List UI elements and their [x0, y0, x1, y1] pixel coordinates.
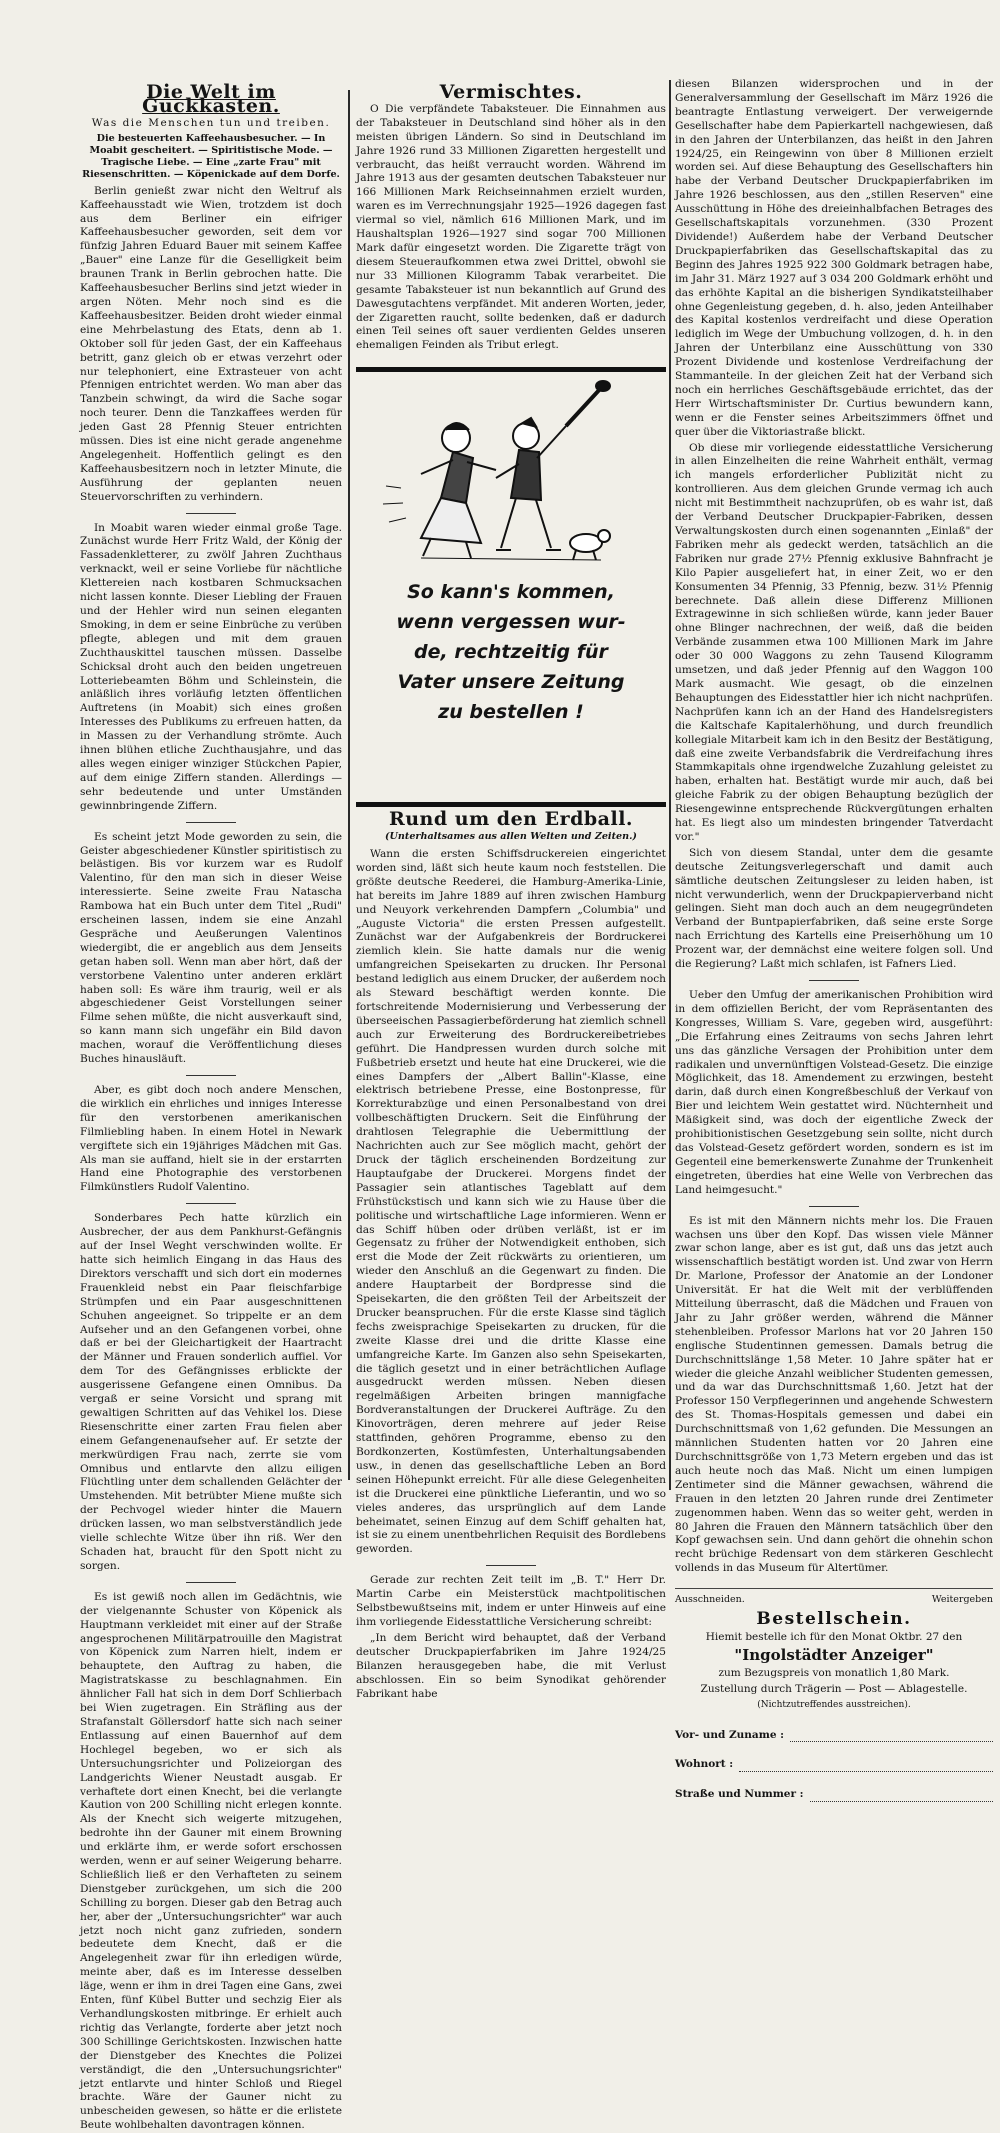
paragraph: Es ist gewiß noch allen im Gedächtnis, wie der vielgenannte Schuster von Köpenick als Hauptmann verkleidet mit einer auf der Straße angesprochenen Militärpatrouille den Magistrat von Köpenick zum Narren hielt, indem er behauptete, den Auftrag zu haben, die Magistratskasse zu beschlagnahmen. Ein ähnlicher Fall hat sich in dem Dorf Schlierbach bei Wien zugetragen. Ein Sträfling aus der Strafanstalt Göllersdorf hatte sich nach seiner Entlassung auf einen Bauernhof auf dem Hochlegel begeben, wo er sich als Untersuchungsrichter und Polizeiorgan des Landgerichts Wiener Neustadt ausgab. Er verhaftete dort einen Knecht, bei die verlangte Kaution von 200 Schilling nicht erlegen konnte. Als der Knecht sich weigerte mitzugehen, bedrohte ihn der Gauner mit einem Browning und erklärte ihm, er werde sofort erschossen werden, wenn er auf seiner Weigerung beharre. Schließlich ließ er den Verhafteten zu seinem Dienstgeber zurückgehen, um sich die 200 Schilling zu borgen. Dieser gab den Betrag auch her, aber der „Untersuchungsrichter" war auch jetzt noch nicht ganz zufrieden, sondern bedeutete dem Knecht, daß er die Angelegenheit zwar für ihn erledigen würde, meinte aber, daß es im Interesse desselben läge, wenn er ihm in drei Tagen eine Gans, zwei Enten, fünf Kübel Butter und sechzig Eier als Verhandlungskosten mitbringe. Er erhielt auch richtig das Verlangte, forderte aber jetzt noch 300 Schillinge Gerichtskosten. Inzwischen hatte der Dienstgeber des Knechtes die Polizei verständigt, die den „Untersuchungsrichter" jetzt entlarvte und hinter Schloß und Riegel brachte. Wäre der Gauner nicht zu unbescheiden gewesen, so hätte er die erlistete Beute wohlbehalten davontragen können. — [80, 1590, 342, 2132]
name-field[interactable] — [675, 1729, 993, 1743]
order-form-header — [675, 1593, 993, 1607]
paragraph: O Die verpfändete Tabaksteuer. Die Einnahmen aus der Tabaksteuer in Deutschland sind höher als in den meisten übrigen Ländern. So sind in Deutschland im Jahre 1926 rund 33 Millionen Zigaretten hergestellt und verbraucht, das heißt verraucht worden. Während im Jahre 1913 aus der gesamten deutschen Tabaksteuer nur 166 Millionen Mark Reichseinnahmen erzielt wurden, waren es im Verrechnungsjahr 1925—1926 dagegen fast viermal so viel, nämlich 616 Millionen Mark, und im Haushaltsplan 1926—1927 sind sogar 700 Millionen Mark dafür eingesetzt worden. Die Zigarette trägt von diesem Steueraufkommen etwa zwei Drittel, obwohl sie nur 33 Millionen Kilogramm Tabak verarbeitet. Die gesamte Tabaksteuer ist nun bekanntlich auf Grund des Dawesgutachtens verpfändet. Mit anderen Worten, jeder, der Zigaretten raucht, sollte bedenken, daß er dadurch einen Teil seines oft sauer verdienten Geldes unseren ehemaligen Feinden als Tribut erlegt. — [356, 102, 666, 352]
paragraph: Aber, es gibt doch noch andere Menschen, die wirklich ein ehrliches und inniges Interesse für den verstorbenen amerikanischen Filmliebling haben. In einem Hotel in Newark vergiftete sich ein 19jähriges Mädchen mit Gas. Als man sie auffand, hielt sie in der erstarrten Hand eine Photographie des verstorbenen Filmkünstlers Rudolf Valentino. — [80, 1084, 342, 1194]
cartoon-frame-bottom — [356, 802, 666, 807]
column-left — [80, 80, 342, 2132]
article-summary: Die besteuerten Kaffeehausbesucher. — In Moabit gescheitert. — Spiritistische Mode. — Tragische Liebe. — Eine „zarte Frau" mit Riesenschritten. — Köpenickade auf dem Dorfe. — [82, 132, 340, 180]
paragraph: Berlin genießt zwar nicht den Weltruf als Kaffeehausstadt wie Wien, trotzdem ist doch aus dem Berliner ein eifriger Kaffeehausbesucher geworden, seit dem vor fünfzig Jahren Eduard Bauer mit seinem Kaffee „Bauer" eine Lanze für die Geselligkeit beim braunen Trank in Berlin gebrochen hatte. Die Kaffeehausbesucher Berlins sind jetzt wieder in argen Nöten. Mehr noch sind es die Kaffeehausbesitzer. Beiden droht wieder einmal eine Mehrbelastung des Etats, denn ab 1. Oktober soll für jeden Gast, der ein Kaffeehaus betritt, ganz gleich ob er etwas verzehrt oder nur telephoniert, eine Extrasteuer von acht Pfennigen entrichtet werden. Wo man aber das Tanzbein schwingt, da wird die Sache sogar noch teurer. Denn die Tanzkaffees werden für jeden Gast 28 Pfennig Steuer entrichten müssen. Dies ist eine nicht gerade angenehme Angelegenheit. Hoffentlich gelingt es den Kaffeehausbesitzern noch in letzter Minute, die Ausführung der geplanten neuen Steuervorschriften zu verhindern. — [80, 184, 342, 503]
paragraph: Ob diese mir vorliegende eidesstattliche Versicherung in allen Einzelheiten die reine Wahrheit enthält, vermag ich mangels erforderlicher Publizität nicht zu kontrollieren. Aus dem gleichen Grunde vermag ich auch nicht mit Bestimmtheit nachzuprüfen, ob es wahr ist, daß der Verband Deutscher Druckpapier-Fabriken, dessen Verwaltungskosten durch einen sogenannten „Einlaß" der Fabriken mehr als gedeckt werden, tatsächlich an die Fabriken nur grade 27½ Pfennig exklusive Bahnfracht je Kilo Papier ausgeliefert hat, in einer Zeit, wo er den Konsumenten 34 Pfennig, 33 Pfennig, bezw. 31½ Pfennig berechnete. Daß allein diese Differenz Millionen Extragewinne in sich schließen würde, kann jeder Bauer ohne Blinger nachrechnen, der weiß, daß die beiden Verbände zusammen etwa 100 Millionen Mark im Jahre oder 30 000 Waggons zu zehn Tausend Kilogramm umsetzen, und daß jeder Pfennig auf den Waggon 100 Mark ausmacht. Wie gesagt, ob die einzelnen Behauptungen des Eidesstattler hier ich nicht nachprüfen. Nachprüfen kann ich an der Hand des Handelsregisters die Kaltschafe Kapitalerhöhung, und durch freundlich kollegiale Mitarbeit kam ich in den Besitz der Bestätigung, daß eine zweite Verbandsfabrik die Verdreifachung ihres Stammkapitals ohne irgendwelche Zuzahlung geleistet zu haben, erhalten hat. Bestätigt wurde mir auch, daß bei gleiche Fabrik zu der obigen Behauptung bezüglich der Riesengewinne entsprechende Rückvergütungen erhalten hat. Es liegt also um mindesten bringender Tatverdacht vor." — [675, 441, 993, 843]
order-form-title: Bestellschein. — [756, 1609, 912, 1630]
column-divider — [348, 90, 350, 1480]
caption-line: zu bestellen ! — [438, 701, 584, 724]
caption-line: Vater unsere Zeitung — [397, 671, 625, 694]
article-title: Die Welt im Guckkasten. — [142, 81, 280, 117]
street-field[interactable] — [675, 1788, 993, 1802]
cut-out-label: Ausschneiden. — [675, 1594, 745, 1606]
article-title: Rund um den Erdball. — [388, 808, 634, 831]
residence-field[interactable] — [675, 1758, 993, 1772]
paragraph: Sonderbares Pech hatte kürzlich ein Ausbrecher, der aus dem Pankhurst-Gefängnis auf der Insel Weght verschwinden wollte. Er hatte sich heimlich Eingang in das Haus des Direktors verschafft und sich dort ein modernes Frauenkleid nebst ein Paar fleischfarbige Strümpfen und ein Paar ausgeschnittenen Schuhen angeeignet. So trippelte er an dem Aufseher und an den Gefangenen vorbei, ohne daß er bei der Gleichartigkeit der Haartracht der Männer und Frauen sonderlich auffiel. Vor dem Tor des Gefängnisses erblickte der ausgerissene Gefangene einen Omnibus. Da vergaß er seine Vorsicht und sprang mit gewaltigen Schritten auf das Vehikel los. Diese Riesenschritte einer zarten Frau fielen aber einem Gefangenenaufseher auf. Er setzte der merkwürdigen Frau nach, zerrte sie vom Omnibus und entlarvte den allzu eiligen Flüchtling unter dem schallenden Gelächter der Umstehenden. Mit betrübter Miene mußte sich der Pechvogel wieder hinter die Mauern drücken lassen, wo man selbstverständlich jede vielle schlechte Witze über ihn riß. Wer den Schaden hat, braucht für den Spott nicht zu sorgen. — [80, 1212, 342, 1572]
paragraph: Wann die ersten Schiffsdruckereien eingerichtet worden sind, läßt sich heute kaum noch feststellen. Die größte deutsche Reederei, die Hamburg-Amerika-Linie, hat bereits im Jahre 1889 auf ihren zwischen Hamburg und Neuyork verkehrenden Dampfern „Columbia" und „Auguste Victoria" die ersten Pressen aufgestellt. Zunächst war der Aufgabenkreis der Bordruckerei ziemlich klein. Sie hatte damals nur die wenig umfangreichen Speisekarten zu drucken. Ihr Personal bestand lediglich aus einem Drucker, der außerdem noch als Steward beschäftigt werden konnte. Die fortschreitende Modernisierung und Verbesserung der überseeischen Passagierbeförderung hat ziemlich schnell auch zur Erweiterung des Bordruckereibetriebes geführt. Die Handpressen wurden durch solche mit Fußbetrieb ersetzt und heute hat eine Druckerei, wie die eines Dampfers der „Albert Ballin"-Klasse, eine elektrisch betriebene Presse, eine Bostonpresse, für Korrekturabzüge und einen Personalbestand von drei vollbeschäftigten Druckern. Seit die Einführung der drahtlosen Telegraphie die Uebermittlung der Nachrichten auch zur See möglich macht, gehört der Druck der täglich erscheinenden Bordzeitung zur Hauptaufgabe der Druckerei. Morgens findet der Passagier sein atlantisches Tageblatt auf dem Frühstückstisch und kann sich wie zu Hause über die politische und wirtschaftliche Lage informieren. Wenn er das Schiff hüben oder drüben verläßt, ist er im Gegensatz zu früher der Notwendigkeit enthoben, sich erst die Mode der Zeit rückwärts zu orientieren, um wieder den Anschluß an die Gegenwart zu finden. Die andere Hauptarbeit der Bordpresse sind die Speisekarten, die den größten Teil der Arbeitszeit der Drucker beanspruchen. Für die erste Klasse sind täglich fechs zweisprachige Speisekarten zu drucken, für die zweite Klasse drei und die dritte Klasse eine umfangreiche Karte. Im Ganzen also sehn Speisekarten, die täglich gesetzt und in einer beträchtlichen Auflage ausgedruckt werden müssen. Neben diesen regelmäßigen Arbeiten bringen mannigfache Bordveranstaltungen der Druckerei Aufträge. Zu den Kinovorträgen, deren mehrere auf jeder Reise stattfinden, gehören Programme, ebenso zu den Bordkonzerten, Kostümfesten, Unterhaltungsabenden usw., in denen das gesellschaftliche Leben an Bord seinen Höhepunkt erreicht. Für alle diese Gelegenheiten ist die Druckerei eine pünktliche Lieferantin, und wo so vieles anderes, das ursprünglich auf dem Lande beheimatet, seinen Einzug auf dem Schiff gehalten hat, ist sie zu einem unentbehrlichen Requisit des Bordlebens geworden. — [356, 848, 666, 1556]
order-form-price: zum Bezugspreis von monatlich 1,80 Mark. — [718, 1666, 950, 1679]
divider — [186, 822, 236, 823]
cartoon-frame-top — [356, 367, 666, 372]
cartoon-caption — [361, 577, 661, 727]
order-form-delivery: Zustellung durch Trägerin — Post — Ablagestelle. — [700, 1682, 968, 1695]
paragraph: „In dem Bericht wird behauptet, daß der Verband deutscher Druckpapierfabriken im Jahre 1924/25 Bilanzen herausgegeben habe, die mit Verlust abschlossen. Ein so beim Synodikat gehörender Fabrikant habe — [356, 1631, 666, 1700]
column-middle — [356, 80, 666, 1700]
caption-line: de, rechtzeitig für — [414, 641, 608, 664]
paragraph: Sich von diesem Standal, unter dem die gesamte deutsche Zeitungsverlegerschaft und damit auch sämtliche deutschen Zeitungsleser zu leiden haben, ist nicht verwunderlich, wenn der Druckpapierverband nicht gelingen. Sieht man doch auch an dem neugegründeten Verband der Buntpapierfabriken, daß seine erste Sorge nach Errichtung des Kartells eine Preiserhöhung um 10 Prozent war, der demnächst eine weitere folgen soll. Und die Regierung? Laßt mich schlafen, ist Fafners Lied. — [675, 846, 993, 971]
paragraph: diesen Bilanzen widersprochen und in der Generalversammlung der Gesellschaft im März 1926 die beantragte Entlastung verweigert. Der verweigernde Gesellschafter habe dem Papierkartell nachgewiesen, daß in den Jahren der Unterbilanzen, das heißt in den Jahren 1924/25, ein Reingewinn von über 8 Millionen erzielt worden sei. Auf diese Behauptung des Gesellschafters hin habe der Verband Deutscher Druckpapierfabriken im Jahre 1926 beschlossen, aus den „stillen Reserven" eine Ausschüttung in Höhe des dreieinhalbfachen Betrages des Gesellschaftskapitals vorzunehmen. (330 Prozent Dividende!) Außerdem habe der Verband Deutscher Druckpapierfabriken das Gesellschaftskapital das zu Beginn des Jahres 1925 922 300 Goldmark betragen habe, im Jahr 31. März 1927 auf 3 034 200 Goldmark erhöht und das erhöhte Kapital an die bisherigen Syndikatsteilhaber ohne Gegenleistung gegeben, d. h. also, jeden Anteilhaber des Kapital kostenlos verdreifacht und diese Operation lediglich im Wege der Umbuchung vollzogen, d. h. in den Jahren der Unterbilanz eine Ausschüttung von 330 Prozent Dividende und kostenlose Verdreifachung der Stammanteile. In der gleichen Zeit hat der Verband sich noch ein herrliches Geschäftsgebäude errichtet, das der Herr Wirtschaftsminister Dr. Curtius bewundern kann, wenn er die Fenster seines Arbeitszimmers öffnet und quer über die Viktoriastraße blickt. — [675, 78, 993, 438]
caption-line: So kann's kommen, — [407, 581, 615, 604]
street-field-line[interactable] — [810, 1790, 993, 1802]
column-divider — [669, 80, 671, 1490]
divider — [186, 1582, 236, 1583]
newspaper-name: "Ingolstädter Anzeiger" — [734, 1645, 934, 1664]
residence-field-line[interactable] — [739, 1760, 993, 1772]
paragraph: In Moabit waren wieder einmal große Tage. Zunächst wurde Herr Fritz Wald, der König der Fassadenkletterer, zu zwölf Jahren Zuchthaus verknackt, weil er seine Vorliebe für nächtliche Klettereien nach kostbaren Schmucksachen nicht lassen konnte. Dieser Liebling der Frauen und der Hehler wird nun seinen eleganten Smoking, in dem er seine Einbrüche zu verüben pflegte, ablegen und mit dem grauen Zuchthauskittel tauschen müssen. Dasselbe Schicksal droht auch den beiden ungetreuen Lotteriebeamten Böhm und Schleinstein, die anläßlich ihres vorläufig letzten öffentlichen Auftretens (in Moabit) sich eines großen Interesses des Publikums zu erfreuen hatten, da in Massen zu der Verhandlung strömte. Auch ihnen blühen etliche Zuchthausjahre, und das alles wegen einiger winziger Stückchen Papier, auf dem einige Ziffern standen. Allerdings — sehr bedeutende und unter Umständen gewinnbringende Ziffern. — [80, 521, 342, 812]
divider — [186, 1203, 236, 1204]
paragraph: Es scheint jetzt Mode geworden zu sein, die Geister abgeschiedener Künstler spiritistisch zu belästigen. Bis vor kurzem war es Rudolf Valentino, für den man sich in dieser Weise interessierte. Seine zweite Frau Natascha Rambowa hat ein Buch unter dem Titel „Rudi" erscheinen lassen, indem sie eine Anzahl Gespräche und Aeußerungen Valentinos wiedergibt, die er angeblich aus dem Jenseits getan haben soll. Wenn man aber hört, daß der verstorbene Valentino unter anderen erklärt haben soll: Es wäre ihm traurig, weil er als abgeschiedener Geist Vorstellungen seiner Filme sehen müßte, die nicht ausverkauft sind, so kann mann sich ungefähr ein Bild davon machen, worauf die Veröffentlichung dieses Buches hinausläuft. — [80, 830, 342, 1066]
article-subtitle: Was die Menschen tun und treiben. — [91, 116, 331, 129]
order-form — [675, 1588, 993, 1802]
order-form-text: Hiemit bestelle ich für den Monat Oktbr. 27 den — [705, 1630, 963, 1643]
divider — [186, 513, 236, 514]
article-subtitle: (Unterhaltsames aus allen Welten und Zeiten.) — [385, 831, 637, 843]
article-title: Vermischtes. — [439, 81, 583, 103]
pass-on-label: Weitergeben — [931, 1594, 993, 1606]
divider — [809, 1206, 859, 1207]
name-field-label: Vor- und Zuname : — [675, 1728, 785, 1741]
residence-field-label: Wohnort : — [675, 1758, 734, 1771]
cartoon-drawing — [361, 378, 661, 568]
paragraph: Ueber den Umfug der amerikanischen Prohibition wird in dem offiziellen Bericht, der vom Repräsentanten des Kongresses, William S. Vare, gegeben wird, ausgeführt: „Die Erfahrung eines Zeitraums von sechs Jahren lehrt uns das gänzliche Versagen der Prohibition unter dem radikalen und unvernünftigen Volstead-Gesetz. Die einzige Möglichkeit, das 18. Amendement zu erzwingen, besteht darin, daß durch einen Kongreßbeschluß der Verkauf von Bier und leichtem Wein gestattet wird. Nüchternheit und Mäßigkeit sind, was doch der eigentliche Zweck der prohibitionistischen Gesetzgebung sein sollte, nicht durch das Volstead-Gesetz gefördert worden, sondern es ist im Gegenteil eine bemerkenswerte Zunahme der Trunkenheit eingetreten, überdies hat eine Welle von Verbrechen das Land heimgesucht." — [675, 989, 993, 1196]
divider — [809, 980, 859, 981]
column-right — [675, 78, 993, 1801]
cartoon-illustration — [361, 378, 661, 788]
caption-line: wenn vergessen wur- — [396, 611, 626, 634]
name-field-line[interactable] — [790, 1730, 993, 1742]
paragraph: Es ist mit den Männern nichts mehr los. Die Frauen wachsen uns über den Kopf. Das wissen viele Männer zwar schon lange, aber es ist gut, daß uns das jetzt auch wissenschaftlich bestätigt worden ist. Und zwar von Herrn Dr. Marlone, Professor der Anatomie an der Londoner Universität. Er hat die Welt mit der verblüffenden Mitteilung überrascht, daß die Mädchen und Frauen von Jahr zu Jahr größer werden, während die Männer stehenbleiben. Professor Marlons hat vor 20 Jahren 150 englische Studentinnen gemessen. Damals betrug die Durchschnittslänge 1,58 Meter. 10 Jahre später hat er wieder die gleiche Anzahl weiblicher Studenten gemessen, und da war das Durchschnittsmaß 1,60. Jetzt hat der Professor 150 Verpflegerinnen und angehende Schwestern des St. Thomas-Hospitals gemessen und dabei ein Durchschnittsmaß von 1,62 gefunden. Die Messungen an männlichen Studenten hatten vor 20 Jahren eine Durchschnittsgröße von 1,73 Metern ergeben und das ist auch heute noch das Maß. Nicht um einen lumpigen Zentimeter sind die Männer gewachsen, während die Frauen in den letzten 20 Jahren runde drei Zentimeter zugenommen haben. Wenn das so weiter geht, werden in 80 Jahren die Frauen den Männern tatsächlich über den Kopf gewachsen sein. Und dann gehört die ohnehin schon recht brüchige Redensart von dem stärkeren Geschlecht vollends in das Museum für Altertümer. — [675, 1214, 993, 1575]
paragraph: Gerade zur rechten Zeit teilt im „B. T." Herr Dr. Martin Carbe ein Meisterstück machtpolitischen Selbstbewußtseins mit, indem er unter Hinweis auf eine ihm vorliegende Eidesstattliche Versicherung schreibt: — [356, 1574, 666, 1628]
divider — [486, 1565, 536, 1566]
order-form-note: (Nichtzutreffendes ausstreichen). — [757, 1699, 911, 1710]
street-field-label: Straße und Nummer : — [675, 1788, 804, 1801]
divider — [186, 1075, 236, 1076]
